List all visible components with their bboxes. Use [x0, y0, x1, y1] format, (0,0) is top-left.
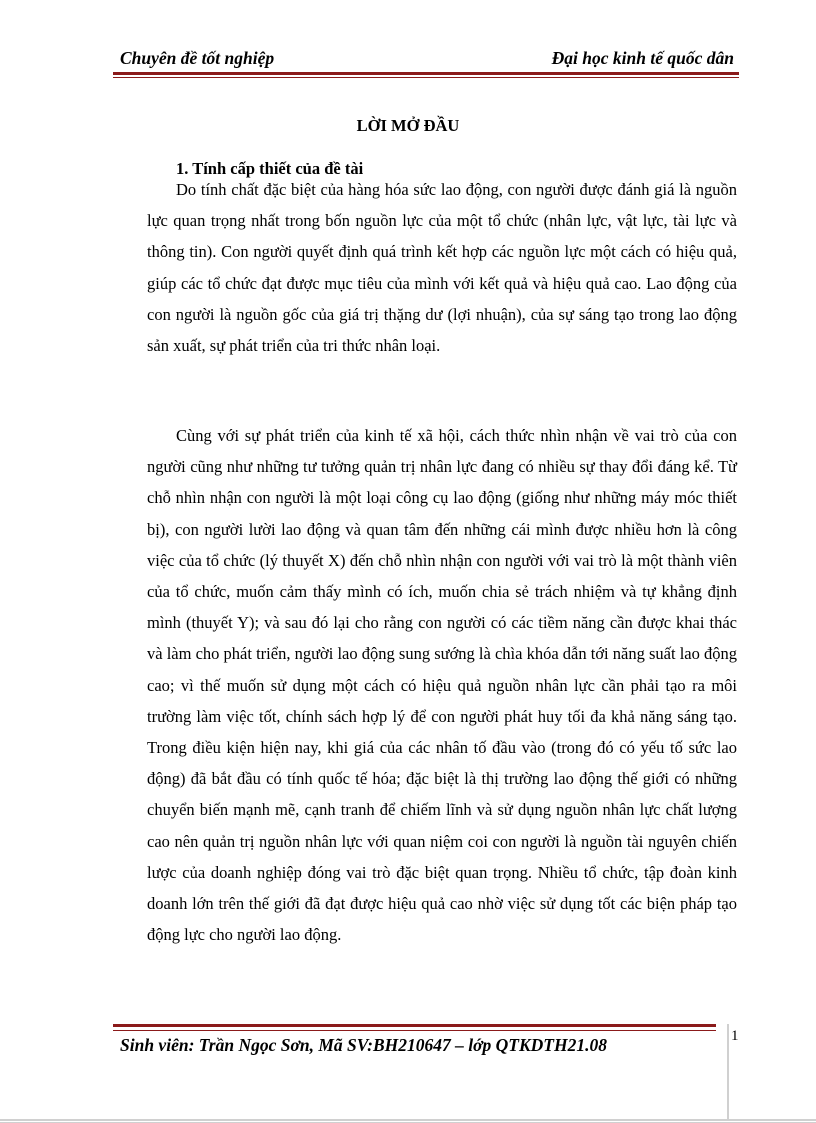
- footer-rule-thick: [113, 1024, 716, 1027]
- header-rule-thick: [113, 72, 739, 75]
- header-left-title: Chuyên đề tốt nghiệp: [120, 48, 275, 68]
- section-heading: 1. Tính cấp thiết của đề tài: [176, 159, 364, 178]
- paragraph-2: Cùng với sự phát triển của kinh tế xã hội, cách thức nhìn nhận về vai trò của con người cũng như những tư tưởng quản trị nhân lực đang có nhiều sự thay đổi đáng kể. Từ chỗ nhìn nhận con người là một loại công cụ lao động (giống như những máy móc thiết bị), con người lười lao động và quan tâm đến những cái mình được nhiều hơn là công việc của tổ chức (lý thuyết X) đến chỗ nhìn nhận con người với vai trò là một thành viên của tổ chức, muốn cảm thấy mình có ích, muốn chia sẻ trách nhiệm và tự khẳng định mình (thuyết Y); và sau đó lại cho rằng con người có các tiềm năng cần được khai thác và làm cho phát triển, người lao động sung sướng là chìa khóa dẫn tới năng suất lao động cao; vì thế muốn sử dụng một cách có hiệu quả nguồn nhân lực cần phải tạo ra môi trường làm việc tốt, chính sách hợp lý để con người phát huy tối đa khả năng sáng tạo. Trong điều kiện hiện nay, khi giá của các nhân tố đầu vào (trong đó có yếu tố sức lao động) đã bắt đầu có tính quốc tế hóa; đặc biệt là thị trường lao động thế giới có những chuyển biến mạnh mẽ, cạnh tranh để chiếm lĩnh và sử dụng nguồn nhân lực chất lượng cao nên quản trị nguồn nhân lực với quan niệm coi con người là nguồn tài nguyên chiến lược của doanh nghiệp đóng vai trò đặc biệt quan trọng. Nhiều tổ chức, tập đoàn kinh doanh lớn trên thế giới đã đạt được hiệu quả cao nhờ việc sử dụng tốt các biện pháp tạo động lực cho người lao động.: [147, 426, 737, 945]
- paragraph-1: Do tính chất đặc biệt của hàng hóa sức lao động, con người được đánh giá là nguồn lực quan trọng nhất trong bốn nguồn lực của một tổ chức (nhân lực, vật lực, tài lực và thông tin). Con người quyết định quá trình kết hợp các nguồn lực một cách có hiệu quả, giúp các tổ chức đạt được mục tiêu của mình với kết quả và hiệu quả cao. Lao động của con người là nguồn gốc của giá trị thặng dư (lợi nhuận), của sự sáng tạo trong lao động sản xuất, sự phát triển của tri thức nhân loại.: [147, 180, 737, 356]
- page-edge-line: [727, 1024, 729, 1119]
- footer-student-info: Sinh viên: Trần Ngọc Sơn, Mã SV:BH210647 – lớp QTKDTH21.08: [120, 1035, 607, 1055]
- footer-rule-thin: [113, 1030, 716, 1031]
- header-rule-thin: [113, 77, 739, 78]
- bottom-border: [0, 1119, 816, 1121]
- page-title: LỜI MỞ ĐẦU: [356, 116, 460, 135]
- page-number: 1: [731, 1028, 739, 1044]
- header-right-title: Đại học kinh tế quốc dân: [551, 48, 734, 68]
